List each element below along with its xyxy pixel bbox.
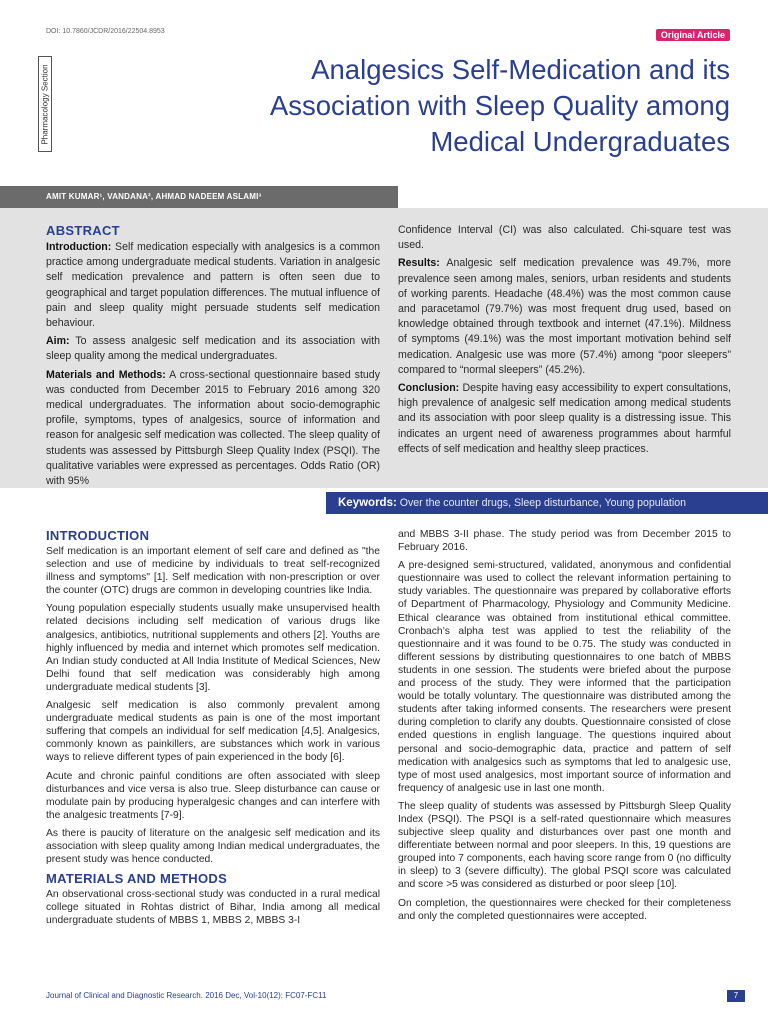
abstract-conclusion [398, 381, 731, 457]
body-paragraph: The sleep quality of students was assessed by Pittsburgh Sleep Quality Index (PSQI). The PSQI is a self-rated questionnaire which measures subjective sleep quality and disturbances over past one month and differentiate between normal and poor sleepers. In this, 19 questions are grouped into 7 components, each having score range from 0 (no difficulty in sleep) to 3 (severe difficulty). The global PSQI score was calculated and score >5 was considered as disturbed or poor sleep [10]. [398, 800, 731, 891]
abstract-label: Conclusion: [398, 382, 460, 395]
keywords-label: Keywords: [338, 497, 397, 509]
abstract-aim [46, 334, 380, 364]
abstract-text: Self medication especially with analgesics is a common practice among undergraduate medical students. Variation in analgesic self medication prevalence and pattern is often seen due to geographical and target population differences. The mutual influence of pain and sleep quality might persuade students self medication behaviour. [46, 241, 380, 330]
page-number: 7 [727, 990, 745, 1002]
abstract-text: Confidence Interval (CI) was also calculated. Chi-square test was used. [398, 224, 731, 252]
body-paragraph: Self medication is an important element of self care and defined as "the selection and use of medicine by individuals to treat self-recognized illness and symptoms" [1]. Self medication with non-prescription or over the counter (OTC) drugs are common in developing countries like India. [46, 546, 380, 597]
article-title: Analgesics Self-Medication and its Association with Sleep Quality among Medical Undergraduates [269, 54, 730, 157]
abstract-label: Introduction: [46, 241, 112, 253]
authors-bar: AMIT KUMAR¹, VANDANA², AHMAD NADEEM ASLAMI³ [0, 186, 398, 208]
abstract-results [398, 256, 731, 378]
section-label: Pharmacology Section [40, 63, 50, 145]
body-left-column [46, 528, 380, 932]
keywords-text: Over the counter drugs, Sleep disturbance, Young population [396, 497, 686, 509]
body-paragraph: An observational cross-sectional study was conducted in a rural medical college situated in Rohtas district of Bihar, India among all medical undergraduate students of MBBS 1, MBBS 2, MBBS 3-I [46, 889, 380, 927]
body-paragraph: Analgesic self medication is also commonly prevalent among undergraduate medical students as pain is one of the most important suffering that compels an individual for self medication [4,5]. Analgesics, commonly known as painkillers, are substances which work in various ways to relieve different types of pain experienced in the body [6]. [46, 700, 380, 764]
abstract-text: Analgesic self medication prevalence was 49.7%, more prevalence seen among males, seniors, urban residents and students of working parents. Headache (48.4%) was the most common cause and paracetamol (79.7%) was most frequent drug used, based on knowledge obtained through textbook and internet (47.1%). Mildness of symptoms (49.1%) was the most important motivation behind self medication. Analgesic use was more (57.4%) among “poor sleepers” compared to “normal sleepers” (45.2%). [398, 257, 731, 376]
body-paragraph: Young population especially students usually make unsupervised health related decisions including self medication of various drugs like analgesics, antibiotics, nutritional supplements and others [2]. Youths are highly influenced by media and internet which promotes self medication. An Indian study conducted at All India Institute of Medical Sciences, New Delhi found that self medication was considerably high among undergraduate medical students [3]. [46, 603, 380, 693]
abstract-methods [46, 368, 380, 490]
doi-text: DOI: 10.7860/JCDR/2016/22504.8953 [46, 28, 165, 35]
abstract-label: Results: [398, 257, 440, 270]
abstract-label: Materials and Methods: [46, 368, 166, 381]
abstract-right-column [398, 223, 731, 460]
body-paragraph: As there is paucity of literature on the analgesic self medication and its association with sleep quality among Indian medical undergraduates, the present study was hence conducted. [46, 827, 380, 866]
article-type-badge: Original Article [656, 29, 730, 41]
body-right-column [398, 528, 731, 928]
body-paragraph: and MBBS 3-II phase. The study period was from December 2015 to February 2016. [398, 529, 731, 554]
abstract-text: To assess analgesic self medication and its association with sleep quality among the medical undergraduates. [46, 335, 380, 363]
body-paragraph: On completion, the questionnaires were checked for their completeness and only the completed questionnaires were accepted. [398, 897, 731, 922]
methods-heading: MATERIALS AND METHODS [46, 871, 228, 887]
keywords-bar [326, 492, 768, 514]
abstract-methods-continued [398, 223, 731, 253]
body-paragraph: A pre-designed semi-structured, validated, anonymous and confidential questionnaire was used to collect the relevant information pertaining to study variables. The questionnaire was prepared by collaborative efforts of Department of Pharmacology, Physiology and Community Medicine. Ethical clearance was obtained from institutional ethical committee. Cronbach’s alpha test was applied to test the reliability of the questionnaire and it was found to be 0.75. The study was conducted in different sessions by distributing questionnaires to one batch of MBBS students in one session. The students were briefed about the purpose and process of the study. They were informed that the participation would be totally voluntary. The questionnaire was distributed among the students after taking informed consents. The researchers were present during completion to clarify any doubts. Questionnaire consisted of close ended questions in english language. The questions inquired about personal and socio-demographic data, practice and pattern of self medication with analgesics such as symptoms that led to analgesic use, type of most used analgesics, most important source of information and frequency of analgesic use in last one month. [398, 560, 731, 794]
abstract-heading: ABSTRACT [46, 223, 120, 238]
abstract-text: A cross-sectional questionnaire based study was conducted from December 2015 to February 2016 among 320 medical undergraduates. The information about socio-demographic profile, symptoms, types of analgesics, source of information and reason for analgesic self medication was collected. The sleep quality of students was assessed by Pittsburgh Sleep Quality Index (PSQI). The qualitative variables were expressed as percentages. Odds Ratio (OR) with 95% [46, 368, 380, 488]
abstract-text: Despite having easy accessibility to expert consultations, high prevalence of analgesic self medication among medical students and its association with poor sleep quality is a distressing issue. This indicates an urgent need of awareness programmes about harmful effects of self medication and healthy sleep practices. [398, 382, 731, 455]
abstract-left-column [46, 223, 380, 492]
abstract-introduction [46, 240, 380, 331]
journal-footer: Journal of Clinical and Diagnostic Research. 2016 Dec, Vol-10(12): FC07-FC11 [46, 991, 327, 1000]
introduction-heading: INTRODUCTION [46, 528, 150, 543]
body-paragraph: Acute and chronic painful conditions are often associated with sleep disturbances and vice versa is also true. Sleep disturbance can cause or modulate pain by producing hyperalgesic changes and can interfere with the analgesic treatments [7-9]. [46, 770, 380, 821]
abstract-label: Aim: [46, 335, 70, 348]
section-label-box [38, 56, 52, 152]
